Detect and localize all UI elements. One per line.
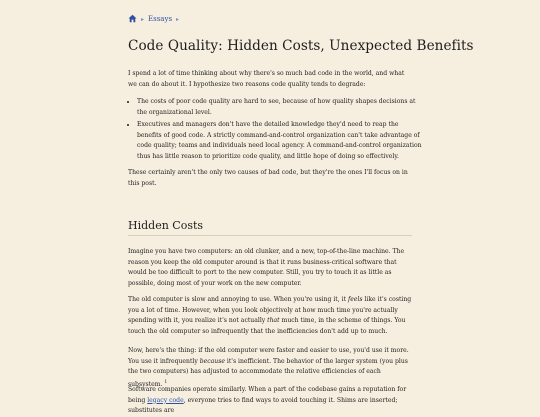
paragraph-computers: Imagine you have two computers: an old clunker, and a new, top-of-the-line machine. The reason you keep the old computer around is that it runs business-critical software that would be too difficult to port to the new computer. Still, you try to touch it as little as possible, doing most of your work on the new computer. — [128, 248, 405, 287]
text-run: much time, in the scheme of things. You touch the old computer so infrequently that the inefficiencies don't add up to much. — [128, 317, 406, 335]
chevron-right-icon: ▸ — [176, 15, 180, 23]
text-run: like it's costing you a lot of time. However, when you look objectively at how much time you're actually spending with it, you realize it's not actually — [128, 296, 412, 324]
list-item: • The costs of poor code quality are hard to see, because of how quality shapes decisions at the organizational level. — [137, 97, 423, 118]
section-divider — [128, 235, 412, 236]
text-run: it's inefficient. The behavior of the larger system (you plus the two computers) has adjusted to accommodate the relative efficiencies of each subsystem. — [128, 357, 408, 388]
breadcrumb-essays-link[interactable]: Essays — [148, 15, 173, 23]
intro-paragraph: I spend a lot of time thinking about why there's so much bad code in the world, and what we can do about it. I hypothesize two reasons code quality tends to degrade: — [128, 70, 405, 88]
emphasis-text: feels — [347, 296, 363, 303]
text-run: The old computer is slow and annoying to use. When you're using it, it — [128, 296, 348, 303]
reasons-list — [128, 97, 423, 164]
paragraph-software — [128, 385, 414, 417]
section-heading: Hidden Costs — [128, 219, 204, 232]
legacy-code-link[interactable]: legacy code — [147, 396, 184, 404]
footnote-link[interactable]: 1 — [164, 379, 168, 385]
list-item: • Executives and managers don't have the detailed knowledge they'd need to reap the benefits of good code. A strictly command-and-control organization can't take advantage of code quality; teams and individuals need local agency. A command-and-control organization thus has little reason to prioritize code quality, and little hope of doing so effectively. — [137, 120, 423, 162]
chevron-right-icon: ▸ — [141, 15, 145, 23]
closing-intro-paragraph: These certainly aren't the only two causes of bad code, but they're the ones I'll focus on in this post. — [128, 169, 408, 187]
emphasis-text: that — [267, 317, 280, 324]
emphasis-text: because — [199, 357, 225, 365]
text-run: , everyone tries to find ways to avoid touching it. Shims are inserted; substitutes are — [128, 396, 398, 414]
breadcrumb — [128, 13, 179, 25]
paragraph-old-computer — [128, 295, 414, 337]
text-run: Now, here's the thing: if the old computer were faster and easier to use, you'd use it more. You use it infrequently — [128, 347, 409, 365]
text-run: Software companies operate similarly. When a part of the codebase gains a reputation for being — [128, 386, 407, 404]
home-link[interactable] — [128, 14, 137, 25]
page-title: Code Quality: Hidden Costs, Unexpected Benefits — [128, 38, 474, 54]
home-icon — [128, 14, 137, 23]
paragraph-system — [128, 346, 414, 390]
